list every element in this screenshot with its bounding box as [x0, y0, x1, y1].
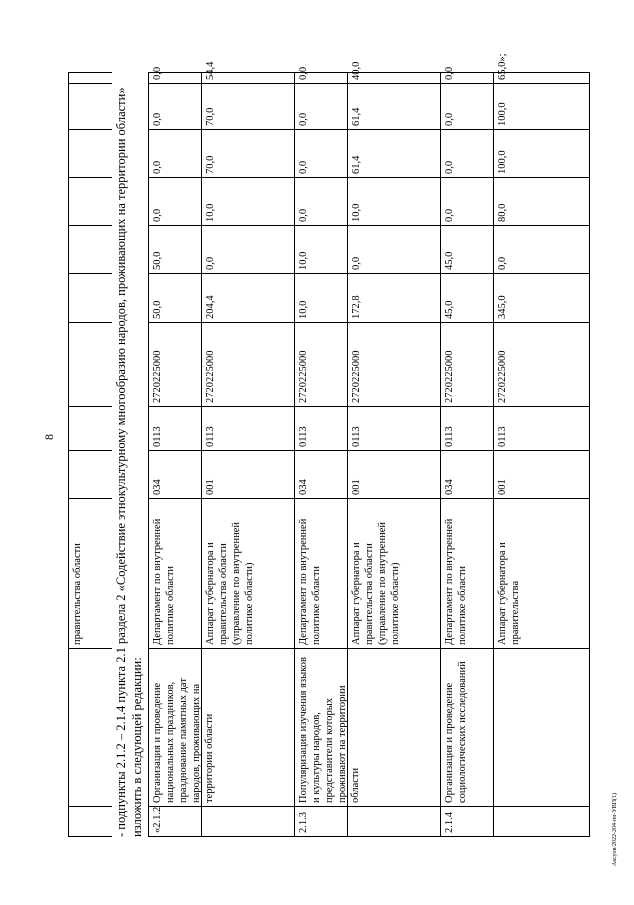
value-year-3: 70,0 [202, 130, 294, 178]
document-page-rotated [68, 53, 590, 837]
rzpr-code: 0113 [348, 407, 440, 451]
executor: Департамент по внутренней политике области [149, 499, 201, 649]
value-year-1: 0,0 [202, 226, 294, 274]
value-total: 345,0 [494, 274, 589, 323]
executor: Аппарат губернатора и правительства области (управление по внутренней политике области) [348, 499, 440, 649]
value-year-2: 0,0 [149, 178, 201, 226]
csr-code: 2720225000 [149, 323, 201, 407]
rzpr-code: 0113 [202, 407, 294, 451]
csr-code: 2720225000 [348, 323, 440, 407]
executor: Департамент по внутренней политике области [295, 499, 347, 649]
table-row [440, 66, 493, 837]
value-year-2: 0,0 [441, 178, 493, 226]
measure-name [494, 649, 589, 807]
value-year-5: 0,0 [149, 72, 201, 84]
value-year-5: 54,4 [202, 72, 294, 84]
value-year-5: 0,0 [441, 72, 493, 84]
value-year-4: 0,0 [295, 84, 347, 130]
value-year-5: 0,0 [295, 72, 347, 84]
value-year-3: 0,0 [441, 130, 493, 178]
grbs-code: 001 [494, 451, 589, 499]
fragment-executor-cell: правительства области [69, 499, 112, 649]
csr-code: 2720225000 [494, 323, 589, 407]
value-year-3: 0,0 [295, 130, 347, 178]
value-total: 10,0 [295, 274, 347, 323]
value-year-3: 61,4 [348, 130, 440, 178]
executor: Аппарат губернатора и правительства области (управление по внутренней политике области) [202, 499, 294, 649]
rzpr-code: 0113 [441, 407, 493, 451]
value-year-1: 45,0 [441, 226, 493, 274]
value-year-5: 40,0 [348, 72, 440, 84]
row-number [494, 807, 589, 837]
table-fragment-row [68, 72, 112, 837]
value-year-3: 0,0 [149, 130, 201, 178]
csr-code: 2720225000 [295, 323, 347, 407]
table-row [201, 61, 294, 837]
value-year-4: 100,0 [494, 84, 589, 130]
measure-name: Организация и проведение национальных праздников, празднование памятных дат народов, проживающих на территории области [149, 649, 201, 807]
value-year-4: 0,0 [441, 84, 493, 130]
rzpr-code: 0113 [295, 407, 347, 451]
amendment-text: - подпункты 2.1.2 – 2.1.4 пункта 2.1 раздела 2 «Содействие этнокультурному многообразию народов, проживающих на территории области» изложить в следующей редакции: [114, 87, 144, 837]
table-row [347, 61, 440, 837]
grbs-code: 034 [441, 451, 493, 499]
value-year-1: 0,0 [348, 226, 440, 274]
value-year-2: 80,0 [494, 178, 589, 226]
value-year-2: 0,0 [295, 178, 347, 226]
measure-name: Организация и проведение социологических исследований [441, 649, 493, 807]
value-total: 172,8 [348, 274, 440, 323]
value-total: 50,0 [149, 274, 201, 323]
value-total: 204,4 [202, 274, 294, 323]
grbs-code: 001 [348, 451, 440, 499]
grbs-code: 034 [295, 451, 347, 499]
measure-name [202, 649, 294, 807]
fragment-name-cell [69, 649, 112, 807]
rzpr-code: 0113 [149, 407, 201, 451]
executor: Департамент по внутренней политике области [441, 499, 493, 649]
value-year-1: 50,0 [149, 226, 201, 274]
fragment-csr-cell [69, 323, 112, 407]
fragment-rzpr-cell [69, 407, 112, 451]
csr-code: 2720225000 [441, 323, 493, 407]
value-year-1: 10,0 [295, 226, 347, 274]
value-year-4: 0,0 [149, 84, 201, 130]
fragment-v5-cell [69, 84, 112, 130]
page-number: 8 [42, 434, 56, 440]
fragment-v4-cell [69, 130, 112, 178]
fragment-v1-cell [69, 274, 112, 323]
row-number: «2.1.2 [149, 807, 201, 837]
value-year-1: 0,0 [494, 226, 589, 274]
document-footer-code: Аксуов/2022-204-пп-УВП(1) [612, 792, 618, 866]
value-year-3: 100,0 [494, 130, 589, 178]
fragment-num-cell [69, 807, 112, 837]
row-number [348, 807, 440, 837]
fragment-grbs-cell [69, 451, 112, 499]
grbs-code: 001 [202, 451, 294, 499]
executor: Аппарат губернатора и правительства [494, 499, 589, 649]
fragment-v2-cell [69, 226, 112, 274]
value-year-4: 61,4 [348, 84, 440, 130]
table-row [493, 53, 590, 837]
fragment-v3-cell [69, 178, 112, 226]
value-year-4: 70,0 [202, 84, 294, 130]
value-total: 45,0 [441, 274, 493, 323]
row-number: 2.1.4 [441, 807, 493, 837]
value-year-5: 65,0»; [494, 72, 589, 84]
value-year-2: 10,0 [202, 178, 294, 226]
rzpr-code: 0113 [494, 407, 589, 451]
measure-name [348, 649, 440, 807]
grbs-code: 034 [149, 451, 201, 499]
row-number: 2.1.3 [295, 807, 347, 837]
value-year-2: 10,0 [348, 178, 440, 226]
fragment-v6-cell [69, 72, 112, 84]
row-number [202, 807, 294, 837]
csr-code: 2720225000 [202, 323, 294, 407]
measure-name: Популяризация изучения языков и культуры народов, представители которых проживают на территории области [295, 649, 347, 807]
